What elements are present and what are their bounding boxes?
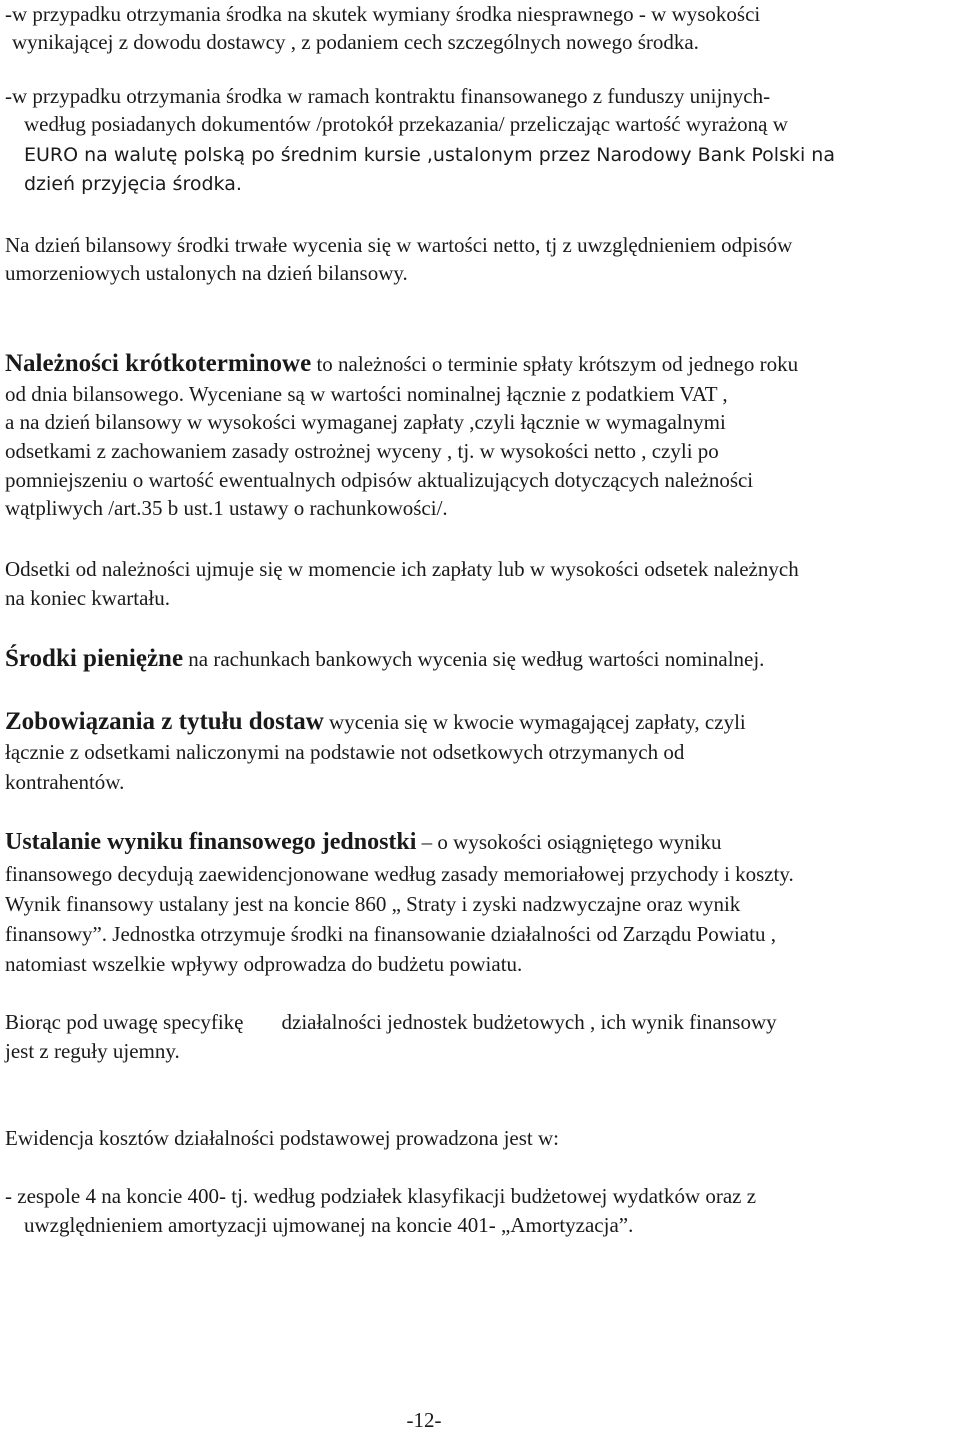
- paragraph-text: od dnia bilansowego.: [5, 382, 185, 406]
- paragraph-line: wynikającej z dowodu dostawcy , z podaniem cech szczególnych nowego środka.: [12, 30, 699, 54]
- paragraph-line: finansowego decydują zaewidencjonowane według zasady memoriałowej przychody i koszty.: [5, 862, 794, 886]
- paragraph-line: jest z reguły ujemny.: [5, 1039, 180, 1063]
- paragraph-line: łącznie z odsetkami naliczonymi na podstawie not odsetkowych otrzymanych od: [5, 740, 685, 764]
- paragraph-line: natomiast wszelkie wpływy odprowadza do budżetu powiatu.: [5, 952, 523, 976]
- section-heading: Środki pieniężne: [5, 645, 184, 672]
- paragraph-text: wycenia się w kwocie wymagającej zapłaty, czyli: [323, 710, 746, 734]
- paragraph-line: a na dzień bilansowy w wysokości wymaganej zapłaty ,czyli łącznie w wymagalnymi: [5, 410, 726, 434]
- paragraph-line: pomniejszeniu o wartość ewentualnych odpisów aktualizujących dotyczących należności: [5, 468, 754, 492]
- list-item: - zespole 4 na koncie 400- tj. według podziałek klasyfikacji budżetowej wydatków oraz z: [5, 1184, 757, 1208]
- paragraph-text: działalności jednostek budżetowych , ich wynik finansowy: [281, 1010, 777, 1034]
- section-heading: Zobowiązania z tytułu dostaw: [5, 708, 324, 735]
- financial-result-heading-line: [5, 828, 721, 856]
- paragraph-line: umorzeniowych ustalonych na dzień bilansowy.: [5, 261, 408, 285]
- paragraph-line: Odsetki od należności ujmuje się w momencie ich zapłaty lub w wysokości odsetek należnych: [5, 557, 799, 581]
- paragraph-line: Ewidencja kosztów działalności podstawowej prowadzona jest w:: [5, 1126, 560, 1150]
- paragraph-line: Wynik finansowy ustalany jest na koncie 860 „ Straty i zyski nadzwyczajne oraz wynik: [5, 892, 741, 916]
- paragraph-line: finansowy”. Jednostka otrzymuje środki na finansowanie działalności od Zarządu Powiatu ,: [5, 922, 776, 946]
- paragraph-line: [5, 1008, 777, 1036]
- paragraph-text: Biorąc pod uwagę specyfikę: [5, 1010, 244, 1034]
- liabilities-heading-line: [5, 708, 746, 736]
- paragraph-line: EURO na walutę polską po średnim kursie ,ustalonym przez Narodowy Bank Polski na: [24, 144, 835, 166]
- paragraph-line: wątpliwych /art.35 b ust.1 ustawy o rachunkowości/.: [5, 496, 448, 520]
- paragraph-line: dzień przyjęcia środka.: [24, 173, 242, 195]
- paragraph-line: -w przypadku otrzymania środka na skutek wymiany środka niesprawnego - w wysokości: [5, 2, 761, 26]
- receivables-heading-line: [5, 350, 798, 378]
- paragraph-line: Na dzień bilansowy środki trwałe wycenia się w wartości netto, tj z uwzględnieniem odpisów: [5, 233, 793, 257]
- paragraph-text: to należności o terminie spłaty krótszym od jednego roku: [311, 352, 799, 376]
- paragraph-line: na koniec kwartału.: [5, 586, 171, 610]
- paragraph-text: Wyceniane są w wartości nominalnej łącznie z podatkiem VAT ,: [184, 382, 728, 406]
- paragraph-text: – o wysokości osiągniętego wyniku: [416, 830, 722, 854]
- paragraph-text: na rachunkach bankowych wycenia się według wartości nominalnej.: [183, 647, 765, 671]
- section-heading: Należności krótkoterminowe: [5, 350, 312, 377]
- list-item-continuation: uwzględnieniem amortyzacji ujmowanej na koncie 401- „Amortyzacja”.: [24, 1213, 634, 1237]
- paragraph-line: odsetkami z zachowaniem zasady ostrożnej wyceny , tj. w wysokości netto , czyli po: [5, 439, 719, 463]
- paragraph-line: -w przypadku otrzymania środka w ramach kontraktu finansowanego z funduszy unijnych-: [5, 84, 771, 108]
- cash-heading-line: [5, 645, 764, 673]
- section-heading: Ustalanie wyniku finansowego jednostki: [5, 829, 417, 855]
- page-number: -12-: [406, 1408, 442, 1432]
- paragraph-line: według posiadanych dokumentów /protokół przekazania/ przeliczając wartość wyrażoną w: [24, 112, 788, 136]
- paragraph-line: [5, 380, 728, 408]
- paragraph-line: kontrahentów.: [5, 770, 125, 794]
